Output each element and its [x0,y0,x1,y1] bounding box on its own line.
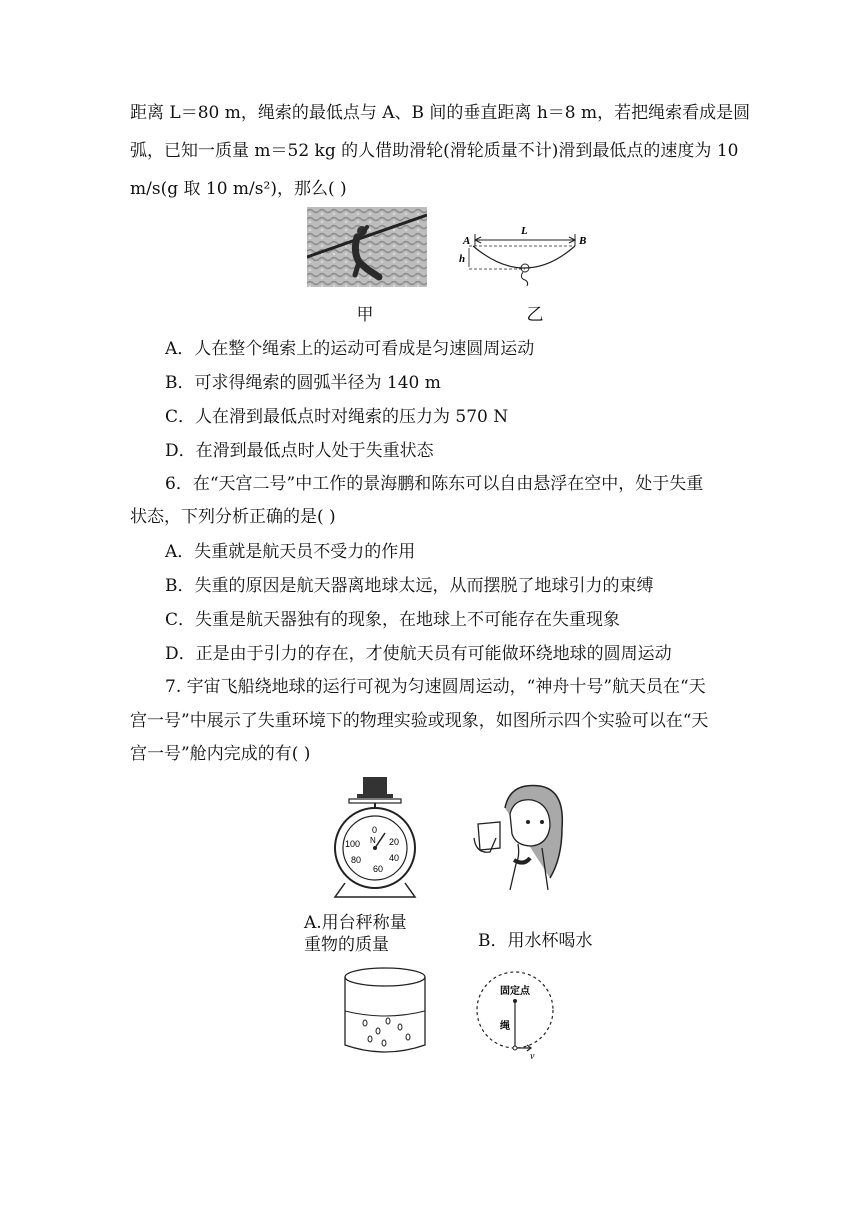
beaker-figure [340,965,430,1060]
velocity-label: v [530,1051,535,1062]
scale-unit-label: N [370,836,376,845]
q6-option-a: A．失重就是航天员不受力的作用 [165,542,416,562]
point-B-label: B [579,235,587,247]
q5-option-b: B．可求得绳索的圆弧半径为 140 m [165,373,441,393]
scale-100-label: 100 [345,839,361,849]
rope-label: 绳 [500,1021,510,1032]
q6-option-d: D．正是由于引力的存在，才使航天员有可能做环绕地球的圆周运动 [165,644,672,664]
scale-40-label: 40 [389,853,400,863]
rope-arc-diagram [455,220,595,290]
q7-text-line-3: 宫一号”舱内完成的有( ) [130,744,311,764]
q7-text-line-1: 7. 宇宙飞船绕地球的运行可视为匀速圆周运动，“神舟十号”航天员在“天 [165,677,706,697]
scale-zero-label: 0 [372,825,378,835]
height-h-label: h [459,253,466,265]
scale-figure [325,775,425,903]
q5-text-line-1: 距离 L＝80 m，绳索的最低点与 A、B 间的垂直距离 h＝8 m，若把绳索看成是圆 [130,103,751,123]
zipline-photo [307,207,427,287]
q5-option-c: C．人在滑到最低点时对绳索的压力为 570 N [165,407,509,427]
fixed-point-label: 固定点 [500,986,530,997]
scale-60-label: 60 [373,864,384,874]
q6-option-b: B．失重的原因是航天器离地球太远，从而摆脱了地球引力的束缚 [165,576,654,596]
q6-text-line-1: 6．在“天宫二号”中工作的景海鹏和陈东可以自由悬浮在空中，处于失重 [165,474,704,494]
circular-motion-figure [470,963,570,1063]
figure-label-yi: 乙 [526,305,544,325]
caption-a-line-1: A.用台秤称量 [304,913,407,933]
q6-option-c: C．失重是航天器独有的现象，在地球上不可能存在失重现象 [165,610,621,630]
girl-drinking-figure [470,778,570,890]
q7-text-line-2: 宫一号”中展示了失重环境下的物理实验或现象，如图所示四个实验可以在“天 [130,711,709,731]
q5-text-line-2: 弧，已知一质量 m＝52 kg 的人借助滑轮(滑轮质量不计)滑到最低点的速度为 10 [130,141,739,161]
scale-20-label: 20 [389,837,400,847]
point-A-label: A [463,235,471,247]
q5-option-a: A．人在整个绳索上的运动可看成是匀速圆周运动 [165,339,535,359]
q5-text-line-3: m/s(g 取 10 m/s²)，那么( ) [130,179,347,199]
caption-b: B．用水杯喝水 [478,931,593,951]
length-L-label: L [521,225,528,237]
figure-label-jia: 甲 [356,305,374,325]
caption-a [304,912,407,956]
caption-a-line-2: 重物的质量 [304,935,389,955]
q6-text-line-2: 状态，下列分析正确的是( ) [130,507,336,527]
q5-option-d: D．在滑到最低点时人处于失重状态 [165,441,434,461]
scale-80-label: 80 [351,855,362,865]
